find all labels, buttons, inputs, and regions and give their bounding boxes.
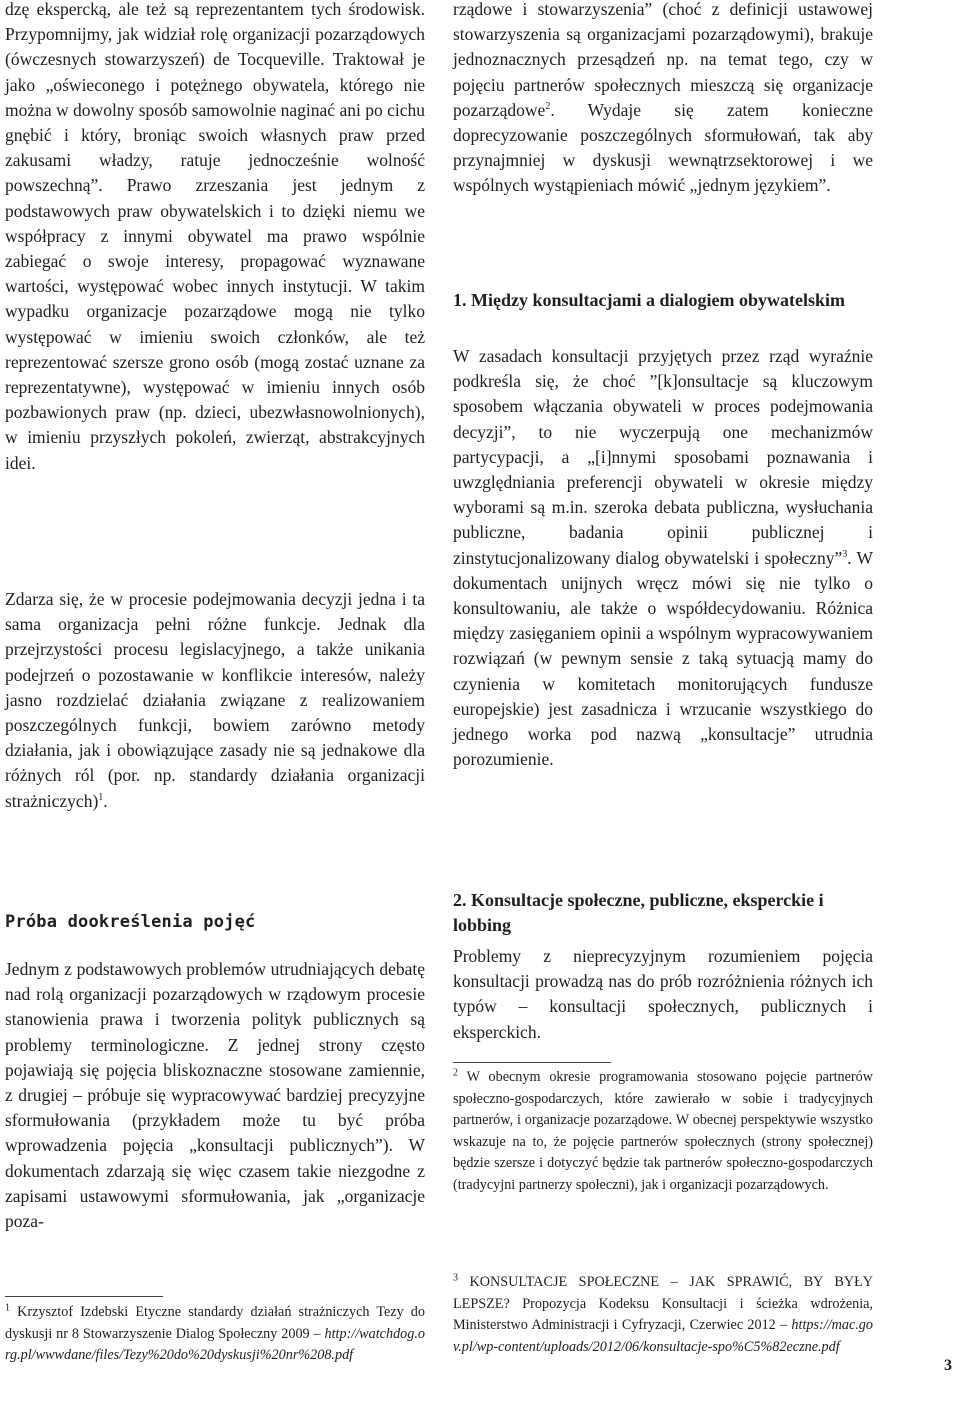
footnote-2: $^2$ W obecnym okresie programowania stosowano pojęcie partnerów społeczno-gospodarczych, które zawierało w sobie i tradycyjnych partnerów, i organizacje pozarządowe. W obecnej perspektywie wszystko wskazuje na to, że pojęcie partnerów społecznych (strony społecznej) będzie szersze i dotyczyć będzie tak partnerów społeczno-gospodarczych (tradycyjni partnerzy społeczni), jak i organizacji pozarządowych.: [453, 1067, 873, 1193]
footnote-ref-3: 3: [842, 548, 848, 560]
footnote-1-link[interactable]: http://watchdog.org.pl/wwwdane/files/Tezy%20do%20dyskusji%20nr%208.pdf: [5, 1325, 425, 1363]
right-paragraph-1: rządowe i stowarzyszenia” (choć z definicji ustawowej stowarzyszenia są organizacjami pozarządowymi), brakuje jednoznacznych przesądzeń np. na temat tego, czy w pojęciu partnerów społecznych mieszczą się organizacje pozarządowe$^2$. Wydaje się zatem konieczne doprecyzowanie poszczególnych sformułowań, tak aby przynajmniej w dyskusji wewnątrzsektorowej i we wspólnych wystąpieniach mówić „jednym językiem”.: [453, 0, 873, 196]
footnote-ref-1: 1: [98, 791, 104, 803]
footnote-3: $^3$ KONSULTACJE SPOŁECZNE – JAK SPRAWIĆ, BY BYŁY LEPSZE? Propozycja Kodeksu Konsultacji i ścieżka wdrożenia, Ministerstwo Administracji i Cyfryzacji, Czerwiec 2012 – https://mac.gov.pl/wp-content/uploads/2012/06/konsultacje-spo%C5%82eczne.pdf: [453, 1272, 874, 1355]
subsection-heading-2: 2. Konsultacje społeczne, publiczne, eksperckie i lobbing: [453, 890, 824, 935]
section-heading: Próba dookreślenia pojęć: [5, 912, 256, 932]
left-paragraph-1: dzę ekspercką, ale też są reprezentantem tych środowisk. Przypomnijmy, jak widział rolę organizacji pozarządowych (ówczesnych stowarzyszeń) de Tocqueville. Traktował je jako „oświeconego i potężnego obywatela, którego nie można w dowolny sposób samowolnie naginać ani po cichu gnębić i który, broniąc swoich własnych praw przed zakusami władzy, ratuje jednocześnie wolność powszechną”. Prawo zrzeszania jest jednym z podstawowych praw obywatelskich i to dzięki niemu we współpracy z innymi obywatel ma prawo wspólnie zabiegać o swoje interesy, propagować wyznawane wartości, występować wobec innych instytucji. W takim wypadku organizacje pozarządowe mogą nie tylko występować w imieniu swoich członków, ale też reprezentować szersze grono osób (mogą zostać uznane za reprezentatywne), występować w imieniu innych osób pozbawionych praw (np. dzieci, ubezwłasnowolnionych), w imieniu przyszłych pokoleń, zwierząt, abstrakcyjnych idei.: [5, 0, 425, 473]
footnote-1: $^1$ Krzysztof Izdebski Etyczne standardy działań strażniczych Tezy do dyskusji nr 8 Stowarzyszenie Dialog Społeczny 2009 – http://watchdog.org.pl/wwwdane/files/Tezy%20do%20dyskusji%20nr%208.pdf: [5, 1302, 425, 1363]
right-paragraph-2: W zasadach konsultacji przyjętych przez rząd wyraźnie podkreśla się, że choć ”[k]onsultacje są kluczowym sposobem włączania obywateli w proces podejmowania decyzji”, to nie wyczerpują one mechanizmów partycypacji, a „[i]nnymi sposobami poznawania i uwzględniania preferencji obywateli w okresie między wyborami są m.in. szeroka debata publiczna, wysłuchania publiczne, badania opinii publicznej i zinstytucjonalizowany dialog obywatelski i społeczny”$^3$. W dokumentach unijnych wręcz mówi się nie tylko o konsultowaniu, ale także o współdecydowaniu. Różnica między zasięganiem opinii a wspólnym wypracowywaniem rozwiązań (w pewnym sensie z taką sytuacją mamy do czynienia w komitetach monitorujących fundusze europejskie) jest zasadnicza i wrzucanie wszystkiego do jednego worka pod nazwą „konsultacje” utrudnia porozumienie.: [453, 346, 874, 770]
left-paragraph-2-text: Zdarza się, że w procesie podejmowania decyzji jedna i ta sama organizacja pełni różne funkcje. Jednak dla przejrzystości procesu legislacyjnego, a także unikania podejrzeń o pozostawanie w konflikcie interesów, należy jasno rozdzielać działania związane z realizowaniem poszczególnych funkcji, bowiem zarówno metody działania, jak i obowiązujące zasady nie są jednakowe dla różnych ról (por. np. standardy działania organizacji strażniczych): [5, 589, 425, 811]
footnote-2-number: 2: [453, 1067, 458, 1079]
footnote-3-link[interactable]: https://mac.gov.pl/wp-content/uploads/2012/06/konsultacje-spo%C5%82eczne.pdf: [453, 1317, 873, 1355]
footnote-rule-right: [453, 1062, 611, 1063]
footnote-ref-2: 2: [545, 100, 551, 112]
left-paragraph-2: Zdarza się, że w procesie podejmowania decyzji jedna i ta sama organizacja pełni różne funkcje. Jednak dla przejrzystości procesu legislacyjnego, a także unikania podejrzeń o pozostawanie w konflikcie interesów, należy jasno rozdzielać działania związane z realizowaniem poszczególnych funkcji, bowiem zarówno metody działania, jak i obowiązujące zasady nie są jednakowe dla różnych ról (por. np. standardy działania organizacji strażniczych)$^1$.: [5, 589, 425, 811]
right-paragraph-3: Problemy z nieprecyzyjnym rozumieniem pojęcia konsultacji prowadzą nas do prób rozróżnienia różnych ich typów – konsultacji społecznych, publicznych i eksperckich.: [453, 946, 873, 1042]
footnote-rule-left: [5, 1296, 163, 1297]
footnote-3-number: 3: [453, 1272, 458, 1284]
subsection-heading-1: 1. Między konsultacjami a dialogiem obywatelskim: [453, 290, 845, 310]
footnote-1-number: 1: [5, 1302, 10, 1314]
left-paragraph-3: Jednym z podstawowych problemów utrudniających debatę nad rolą organizacji pozarządowych w rządowym procesie stanowienia prawa i tworzenia polityk publicznych są problemy terminologiczne. Z jednej strony często pojawiają się pojęcia bliskoznaczne stosowane zamiennie, z drugiej – próbuje się wypracowywać bardziej precyzyjne sformułowania (przykładem może tu być próba wprowadzenia pojęcia „konsultacji publicznych”). W dokumentach zdarzają się więc czasem takie niezgodne z zapisami ustawowymi sformułowania, jak „organizacje poza-: [5, 959, 425, 1232]
page-number: 3: [944, 1357, 952, 1374]
